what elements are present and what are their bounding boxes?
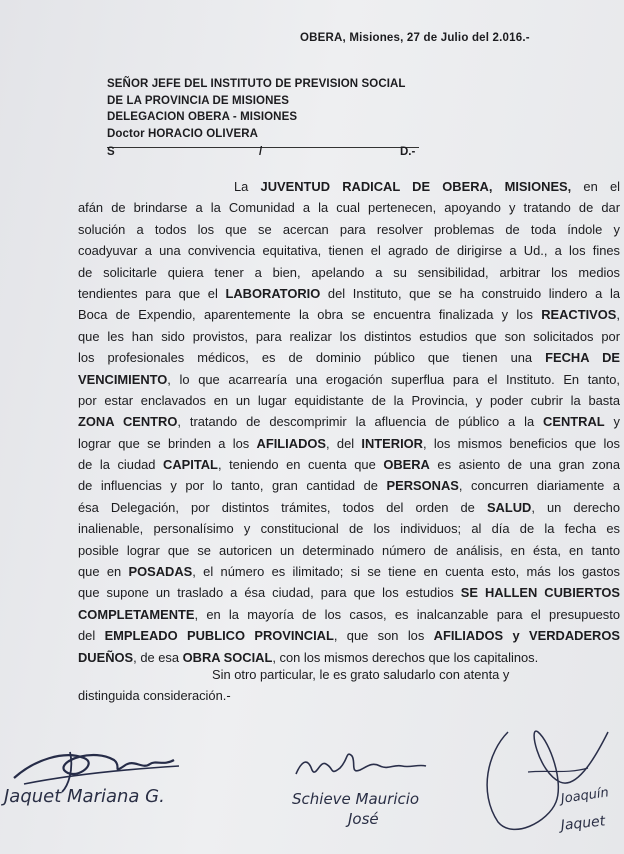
body-line — [78, 411, 620, 432]
body-text: La — [234, 179, 261, 194]
body-text: tendientes para que el — [78, 285, 226, 301]
signature-2-name-1: Schieve Mauricio — [292, 790, 420, 808]
closing-line-2: distinguida consideración.- — [78, 688, 231, 704]
body-text: coadyuvar a una convivencia equitativa, tienen el agrado de dirigirse a Ud., a los fines — [78, 243, 620, 259]
body-text: , de esa — [133, 649, 183, 665]
body-line — [78, 283, 620, 304]
letter-body — [78, 176, 620, 668]
body-line — [78, 197, 620, 218]
body-bold-text: PERSONAS — [386, 478, 459, 494]
body-text: , tratando de descomprimir la afluencia de público a la — [177, 414, 544, 430]
body-text: lograr que se brinden a los — [78, 435, 257, 451]
body-text: es asiento de una gran zona — [429, 457, 620, 473]
signature-3-name-2: Jaquet — [560, 813, 607, 834]
body-line — [78, 262, 620, 283]
body-bold-text: COMPLETAMENTE — [78, 606, 195, 622]
body-text: , en la mayoría de los casos, es inalcanzable para el presupuesto — [194, 606, 620, 622]
body-bold-text: AFILIADOS — [256, 435, 327, 451]
body-bold-text: CAPITAL — [163, 457, 218, 473]
body-bold-text: OBERA — [383, 457, 430, 473]
body-text: , los mismos beneficios que los — [423, 435, 620, 451]
body-line — [78, 433, 620, 454]
body-bold-text: OBRA SOCIAL — [182, 649, 273, 665]
body-line — [78, 369, 620, 390]
letter-closing — [78, 664, 620, 707]
body-bold-text: REACTIVOS — [541, 307, 617, 323]
addressee-line-3: DELEGACION OBERA - MISIONES — [107, 111, 298, 123]
body-bold-text: SE HALLEN CUBIERTOS — [460, 585, 620, 601]
body-line — [78, 540, 620, 561]
body-bold-text: INTERIOR — [361, 435, 423, 451]
body-text: de la ciudad — [78, 457, 164, 473]
body-text: del — [78, 628, 105, 644]
addressee-line-4: Doctor HORACIO OLIVERA — [107, 128, 259, 140]
body-line — [78, 304, 620, 325]
body-bold-text: AFILIADOS y VERDADEROS — [433, 628, 620, 644]
body-text: , teniendo en cuenta que — [217, 457, 384, 473]
body-text: , el número es ilimitado; si se tiene en cuenta esto, más los gastos — [192, 564, 620, 580]
body-line — [78, 240, 620, 261]
body-line — [78, 390, 620, 411]
body-text: , un derecho — [531, 499, 620, 515]
closing-line-1: Sin otro particular, le es grato saludarlo con atenta y — [212, 667, 510, 682]
body-line — [78, 347, 620, 368]
body-text: que les han sido provistos, para realizar los distintos estudios que son solicitados por — [78, 328, 620, 344]
body-text: los profesionales médicos, es de dominio público que tienen una — [78, 350, 546, 366]
body-bold-text: DUEÑOS — [78, 649, 134, 665]
body-bold-text: VENCIMIENTO — [78, 371, 168, 387]
body-text: , — [616, 307, 620, 323]
body-text: en el — [571, 179, 620, 194]
body-line — [78, 625, 620, 646]
body-text: posible lograr que se autoricen un determinado número de análisis, en ésta, en tanto — [78, 542, 620, 558]
body-text: Boca de Expendio, aparentemente la obra se encuentra finalizada y los — [78, 307, 542, 323]
body-text: solución a todos los que se acercan para resolver problemas de toda índole y — [78, 221, 620, 237]
body-line — [78, 475, 620, 496]
body-line — [78, 454, 620, 475]
body-text: que supone un traslado a ésa ciudad, para que los estudios — [78, 585, 461, 601]
letter-date: OBERA, Misiones, 27 de Julio del 2.016.- — [300, 32, 530, 44]
body-text: , lo que acarrearía una erogación superflua para el Instituto. En tanto, — [167, 371, 620, 387]
body-bold-text: JUVENTUD RADICAL DE OBERA, MISIONES, — [260, 179, 572, 194]
body-text: por estar enclavados en un lugar equidistante de la Provincia, y poder cubrir la basta — [78, 392, 620, 408]
addressee-line-1: SEÑOR JEFE DEL INSTITUTO DE PREVISION SOCIAL — [107, 78, 406, 90]
body-text: de solicitarle quiera tener a bien, apelando a su sensibilidad, arbitrar los medios — [78, 264, 620, 280]
signature-2-name-2: José — [348, 810, 379, 828]
sd-slash: / — [259, 146, 263, 158]
body-bold-text: EMPLEADO PUBLICO PROVINCIAL — [104, 628, 334, 644]
body-text: afán de brindarse a la Comunidad a la cual pertenecen, apoyando y tratando de dar — [78, 200, 620, 216]
body-text: inalienable, personalísimo y constitucional de los individuos; al día de la fecha es — [78, 521, 620, 537]
body-line — [78, 582, 620, 603]
signature-3-name-1: Joaquín — [560, 785, 610, 807]
body-line — [78, 326, 620, 347]
body-text: y — [604, 414, 620, 430]
body-text: ésa Delegación, por distintos trámites, todos del orden de — [78, 499, 487, 515]
body-text: , con los mismos derechos que los capitalinos. — [272, 649, 539, 665]
body-line — [78, 561, 620, 582]
body-text: , del — [326, 435, 362, 451]
body-text: , concurren diariamente a — [458, 478, 620, 494]
body-line — [78, 176, 620, 197]
body-text: que en — [78, 564, 129, 580]
body-text: del Instituto, que se ha construido lindero a la — [320, 285, 620, 301]
salutation-sd — [107, 146, 419, 158]
signature-1-name: Jaquet Mariana G. — [4, 786, 165, 807]
body-line — [78, 497, 620, 518]
body-text: de influencias y por lo tanto, gran cantidad de — [78, 478, 387, 494]
body-line — [78, 518, 620, 539]
sd-d: D.- — [400, 146, 416, 158]
body-bold-text: CENTRAL — [543, 414, 605, 430]
sd-s: S — [107, 146, 115, 158]
body-bold-text: FECHA DE — [545, 350, 620, 366]
body-bold-text: SALUD — [486, 499, 532, 515]
body-bold-text: POSADAS — [128, 564, 193, 580]
addressee-line-2: DE LA PROVINCIA DE MISIONES — [107, 95, 290, 107]
body-bold-text: LABORATORIO — [225, 285, 321, 301]
body-bold-text: ZONA CENTRO — [78, 414, 178, 430]
body-text: , que son los — [333, 628, 434, 644]
body-line — [78, 219, 620, 240]
body-line — [78, 604, 620, 625]
